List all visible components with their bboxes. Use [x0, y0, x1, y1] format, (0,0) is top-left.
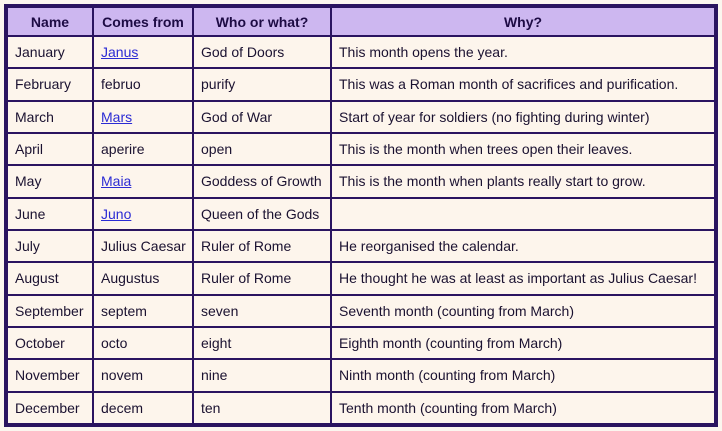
- table-row: [8, 231, 714, 261]
- cell-who-or-what: Goddess of Growth: [194, 166, 330, 196]
- origin-link[interactable]: Mars: [101, 108, 133, 125]
- cell-who-or-what: open: [194, 134, 330, 164]
- cell-who-or-what: eight: [194, 328, 330, 358]
- header-who-or-what: Who or what?: [194, 8, 330, 35]
- cell-who-or-what: God of War: [194, 102, 330, 132]
- cell-month-name: January: [8, 37, 92, 67]
- cell-month-name: July: [8, 231, 92, 261]
- cell-who-or-what: seven: [194, 296, 330, 326]
- table-row: [8, 69, 714, 99]
- cell-why: This is the month when trees open their leaves.: [332, 134, 714, 164]
- table-row: [8, 37, 714, 67]
- cell-comes-from: [94, 102, 192, 132]
- table-row: [8, 102, 714, 132]
- table-row: [8, 393, 714, 423]
- cell-comes-from: [94, 166, 192, 196]
- cell-why: This month opens the year.: [332, 37, 714, 67]
- cell-why: Ninth month (counting from March): [332, 360, 714, 390]
- cell-comes-from: Julius Caesar: [94, 231, 192, 261]
- table-row: [8, 263, 714, 293]
- cell-why: He reorganised the calendar.: [332, 231, 714, 261]
- cell-comes-from: aperire: [94, 134, 192, 164]
- months-table: [6, 6, 716, 425]
- cell-comes-from: octo: [94, 328, 192, 358]
- cell-why: He thought he was at least as important as Julius Caesar!: [332, 263, 714, 293]
- cell-comes-from: decem: [94, 393, 192, 423]
- cell-month-name: April: [8, 134, 92, 164]
- cell-who-or-what: Ruler of Rome: [194, 231, 330, 261]
- cell-why: [332, 199, 714, 229]
- cell-month-name: November: [8, 360, 92, 390]
- months-table-container: [4, 4, 718, 427]
- cell-why: Eighth month (counting from March): [332, 328, 714, 358]
- origin-link[interactable]: Juno: [101, 205, 132, 222]
- table-row: [8, 328, 714, 358]
- cell-month-name: May: [8, 166, 92, 196]
- cell-month-name: March: [8, 102, 92, 132]
- cell-who-or-what: ten: [194, 393, 330, 423]
- cell-comes-from: Augustus: [94, 263, 192, 293]
- cell-who-or-what: Queen of the Gods: [194, 199, 330, 229]
- table-row: [8, 296, 714, 326]
- cell-month-name: October: [8, 328, 92, 358]
- cell-comes-from: novem: [94, 360, 192, 390]
- header-why: Why?: [332, 8, 714, 35]
- header-row: [8, 8, 714, 35]
- cell-why: Start of year for soldiers (no fighting during winter): [332, 102, 714, 132]
- table-row: [8, 166, 714, 196]
- table-row: [8, 134, 714, 164]
- cell-month-name: September: [8, 296, 92, 326]
- cell-month-name: December: [8, 393, 92, 423]
- header-comes-from: Comes from: [94, 8, 192, 35]
- cell-comes-from: septem: [94, 296, 192, 326]
- cell-who-or-what: Ruler of Rome: [194, 263, 330, 293]
- cell-why: Seventh month (counting from March): [332, 296, 714, 326]
- table-body: [8, 37, 714, 423]
- origin-link[interactable]: Maia: [101, 173, 132, 190]
- cell-who-or-what: nine: [194, 360, 330, 390]
- origin-link[interactable]: Janus: [101, 44, 139, 61]
- cell-why: Tenth month (counting from March): [332, 393, 714, 423]
- cell-who-or-what: purify: [194, 69, 330, 99]
- table-row: [8, 360, 714, 390]
- cell-month-name: June: [8, 199, 92, 229]
- table-row: [8, 199, 714, 229]
- cell-who-or-what: God of Doors: [194, 37, 330, 67]
- cell-month-name: February: [8, 69, 92, 99]
- cell-why: This was a Roman month of sacrifices and purification.: [332, 69, 714, 99]
- cell-comes-from: [94, 37, 192, 67]
- header-name: Name: [8, 8, 92, 35]
- cell-comes-from: [94, 199, 192, 229]
- table-header: [8, 8, 714, 35]
- cell-month-name: August: [8, 263, 92, 293]
- cell-comes-from: februo: [94, 69, 192, 99]
- cell-why: This is the month when plants really start to grow.: [332, 166, 714, 196]
